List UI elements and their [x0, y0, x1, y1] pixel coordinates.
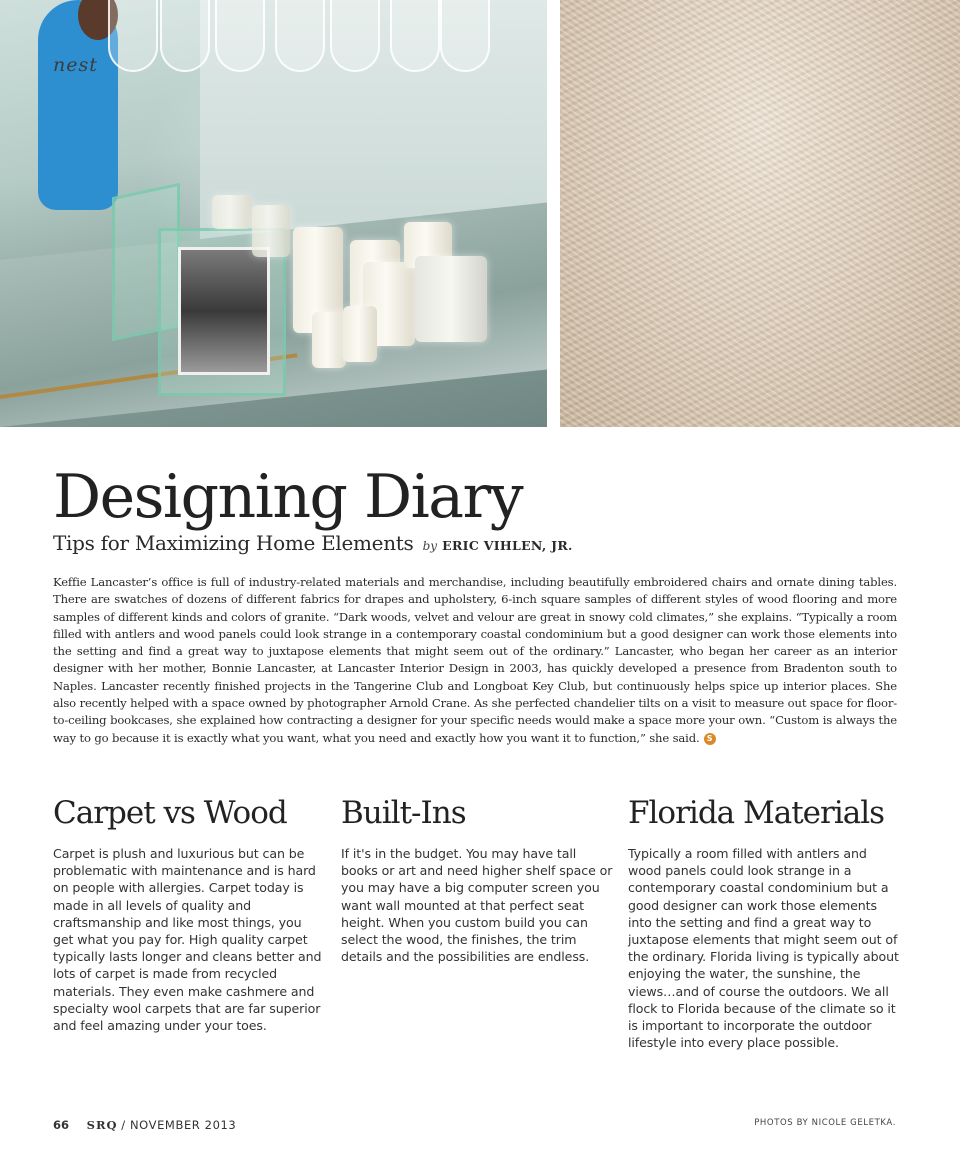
photo-wine-glass [275, 0, 325, 72]
article-intro-text: Keffie Lancaster’s office is full of industry-related materials and merchandise, including beautifully embroidered chairs and ornate dining tables. There are swatches of dozens of different fabrics for drapes and upholstery, 6-inch square samples of different styles of wood flooring and more samples of different kinds and colors of granite. “Dark woods, velvet and velour are great in snowy cold climates,” she explains. “Typically a room filled with antlers and wood panels could look strange in a contemporary coastal condominium but a good designer can work those elements into the setting and find a great way to juxtapose elements that might seem out of the ordinary.” Lancaster, who began her career as an interior designer with her mother, Bonnie Lancaster, at Lancaster Interior Design in 2003, has quickly developed a presence from Bradenton south to Naples. Lancaster recently finished projects in the Tangerine Club and Longboat Key Club, but continuously helps spice up interior places. She also recently helped with a space owned by photographer Arnold Crane. As she perfected chandelier tilts on a visit to measure out space for floor-to-ceiling bookcases, she explained how contracting a designer for your specific needs would make a space more your own. “Custom is always the way to go because it is exactly what you want, what you need and exactly how you want it to function,” she said. [53, 575, 897, 745]
byline-prefix: by [422, 539, 438, 553]
photo-wine-glass [215, 0, 265, 72]
article-title: Designing Diary [53, 462, 523, 532]
photo-wine-glass [330, 0, 380, 72]
photo-candle [312, 312, 346, 368]
photo-candle [212, 195, 252, 229]
photo-wine-glass [108, 0, 158, 72]
photo-wine-glass [160, 0, 210, 72]
column-body: Typically a room filled with antlers and wood panels could look strange in a contemporary coastal condominium but a good designer can work those elements into the setting and find a great way to juxtapose elements that might seem out of the ordinary. Florida living is typically about enjoying the water, the sunshine, the views…and of course the outdoors. We all flock to Florida because of the climate so it is important to incorporate the outdoor lifestyle into every place possible. [628, 846, 899, 1051]
photo-credit: PHOTOS BY NICOLE GELETKA. [754, 1118, 896, 1128]
photo-framed-picture [178, 247, 270, 375]
photo-wine-glass [440, 0, 490, 72]
photo-woman-figure [38, 0, 118, 210]
article-intro [53, 574, 897, 747]
article-subtitle-row [53, 531, 573, 555]
photo-candles-and-frame [0, 0, 547, 427]
section-label: nest [53, 54, 98, 76]
magazine-name: SRQ [86, 1118, 118, 1132]
end-mark-icon: S [704, 733, 716, 745]
page-number: 66 [53, 1118, 70, 1132]
issue-date: / NOVEMBER 2013 [121, 1118, 237, 1132]
photo-shag-carpet [560, 0, 960, 427]
photo-candle [415, 256, 487, 342]
byline-author: ERIC VIHLEN, JR. [442, 538, 573, 553]
article-subtitle: Tips for Maximizing Home Elements [53, 531, 414, 555]
column-carpet-vs-wood [53, 795, 325, 1034]
column-heading: Carpet vs Wood [53, 795, 287, 831]
column-built-ins [341, 795, 613, 965]
photo-candle [252, 205, 290, 257]
column-heading: Built-Ins [341, 795, 466, 831]
column-body: If it's in the budget. You may have tall books or art and need higher shelf space or you may have a big computer screen you want wall mounted at that perfect seat height. When you custom build you can select the wood, the finishes, the trim details and the possibilities are endless. [341, 846, 613, 965]
column-florida-materials [628, 795, 900, 1051]
page-footer [53, 1118, 236, 1132]
column-body: Carpet is plush and luxurious but can be problematic with maintenance and is hard on people with allergies. Carpet today is made in all levels of quality and craftsmanship and like most things, you get what you pay for. High quality carpet typically lasts longer and cleans better and lots of carpet is made from recycled materials. They even make cashmere and specialty wool carpets that are far superior and feel amazing under your toes. [53, 846, 322, 1034]
photo-wine-glass [390, 0, 440, 72]
column-heading: Florida Materials [628, 795, 885, 831]
photo-candle [343, 306, 377, 362]
